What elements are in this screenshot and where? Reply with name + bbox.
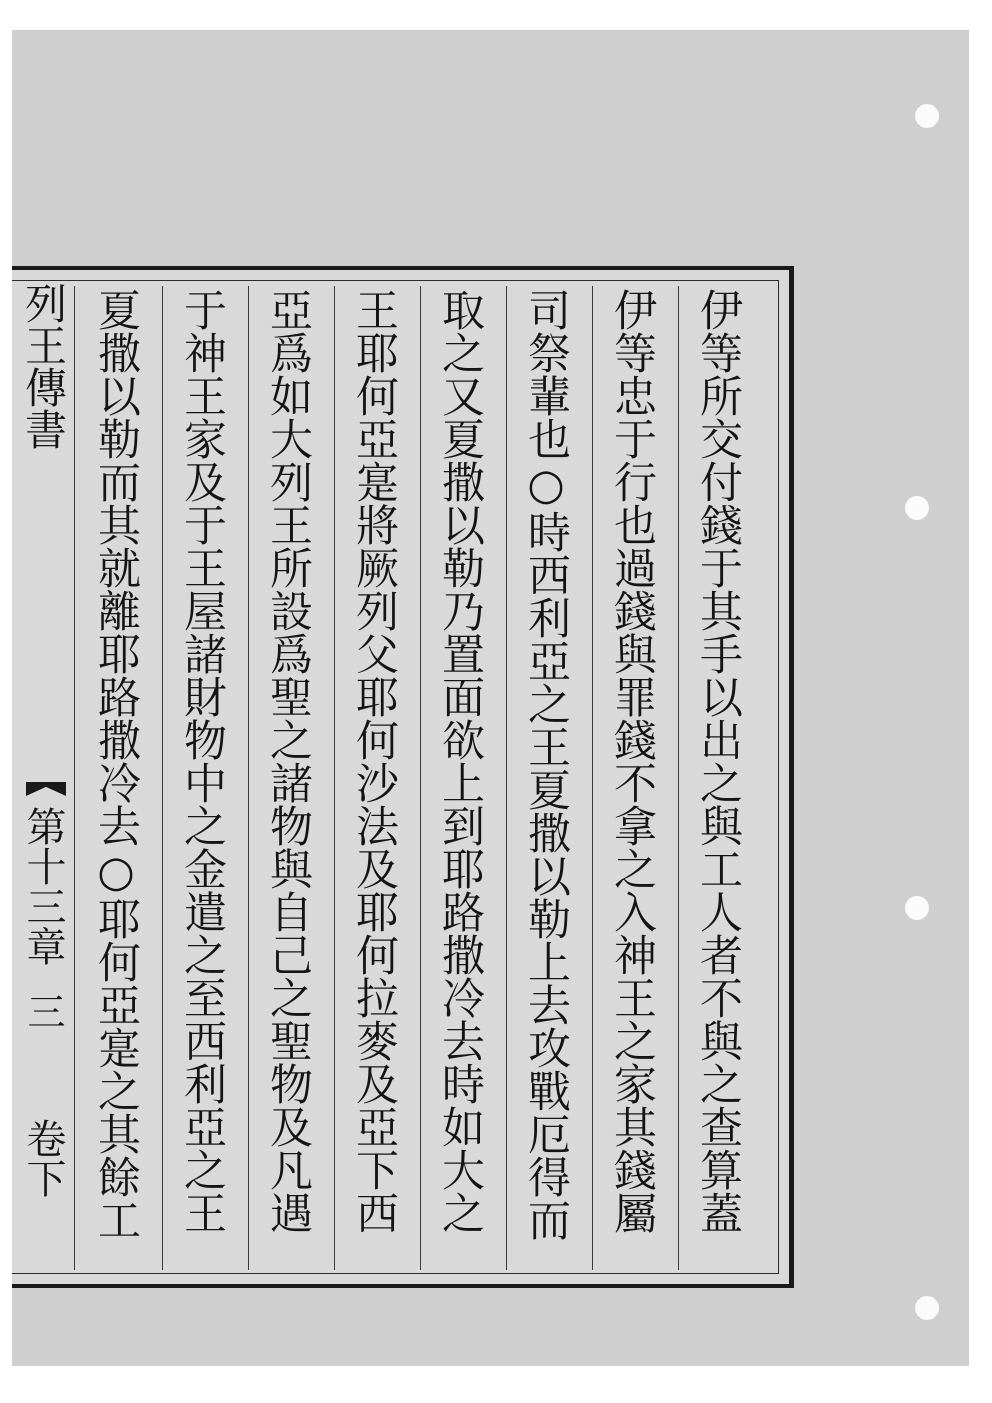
column-rule [334,286,335,1270]
column-rule [592,286,593,1270]
text-column-8: 夏撒以勒而其就離耶路撒冷去○耶何亞寔之其餘工 [91,288,141,1241]
text-column-6: 亞爲如大列王所設爲聖之諸物與自己之聖物及凡遇 [263,288,313,1234]
text-column-4: 取之又夏撒以勒乃置面欲上到耶路撒冷去時如大之 [435,288,485,1234]
book-title: 列王傳書 [19,282,68,450]
text-column-2: 伊等忠于行也過錢與罪錢不拿之入神王之家其錢屬 [607,288,657,1234]
printed-page [12,266,794,1288]
volume-label: 卷下 [20,1118,66,1198]
column-rule [74,286,75,1270]
text-column-7: 于神王家及于王屋諸財物中之金遣之至西利亞之王 [177,288,227,1234]
column-rule [420,286,421,1270]
column-rule [678,286,679,1270]
chapter-label: 第十三章 [20,806,66,966]
punch-hole [905,896,929,920]
column-rule [248,286,249,1270]
text-column-1: 伊等所交付錢于其手以出之與工人者不與之查算蓋 [693,288,743,1234]
column-rule [162,286,163,1270]
column-rule [506,286,507,1270]
punch-hole [915,104,939,128]
leaf-number: 三 [21,992,65,1030]
punch-hole [915,1296,939,1320]
punch-hole [905,496,929,520]
text-column-5: 王耶何亞寔將厥列父耶何沙法及耶何拉麥及亞下西 [349,288,399,1234]
text-column-3: 司祭輩也○時西利亞之王夏撒以勒上去攻戰厄得而 [521,288,571,1241]
